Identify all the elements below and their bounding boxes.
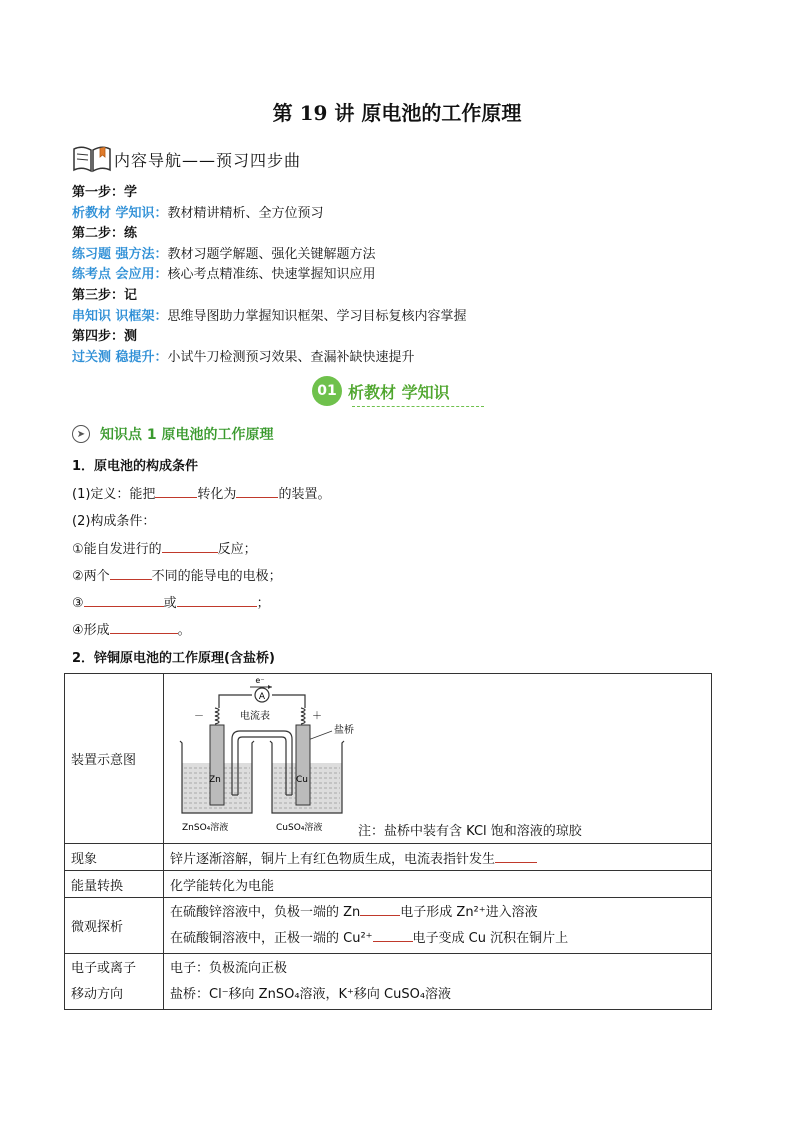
table-row [65, 954, 712, 1010]
zinc-label: Zn [209, 774, 221, 785]
wire-coil-right [301, 708, 305, 724]
content-nav-header [72, 145, 301, 173]
q1-title: 1．原电池的构成条件 [72, 459, 199, 474]
step-item [72, 265, 752, 286]
row-label: 现象 [65, 844, 164, 871]
text: ③ [72, 596, 84, 611]
text: 电子形成 Zn²⁺进入溶液 [400, 904, 538, 920]
wire-coil-left [215, 708, 219, 724]
diagram-cell [164, 674, 712, 844]
fill-blank[interactable] [360, 903, 400, 916]
arrow-circle-icon: ➤ [72, 425, 90, 443]
ammeter-text: 电流表 [240, 710, 270, 722]
step-desc: 教材习题学解题、强化关键解题方法 [167, 246, 376, 262]
step-desc: 小试牛刀检测预习效果、查漏补缺快速提升 [167, 349, 415, 365]
row-content: 化学能转化为电能 [164, 871, 712, 898]
negative-sign: － [194, 710, 204, 722]
knowledge-point-title: 知识点 1 原电池的工作原理 [100, 427, 274, 443]
table-row [65, 844, 712, 871]
nav-header-text: 内容导航——预习四步曲 [114, 150, 302, 170]
step-desc: 思维导图助力掌握知识框架、学习目标复核内容掌握 [167, 308, 467, 324]
row-label: 微观探析 [65, 898, 164, 954]
cell-table [64, 673, 712, 1010]
text: (1)定义：能把 [72, 487, 156, 502]
text: 盐桥：Cl⁻移向 ZnSO₄溶液，K⁺移向 CuSO₄溶液 [170, 986, 452, 1002]
section-number: 01 [312, 376, 342, 406]
knowledge-point-heading [72, 424, 274, 444]
page-title: 第 19 讲 原电池的工作原理 [272, 101, 522, 125]
step-tag: 析教材 学知识： [72, 205, 168, 221]
text: 电子：负极流向正极 [170, 960, 288, 976]
step-item [72, 245, 752, 266]
section-label: 析教材 学知识 [348, 382, 450, 402]
fill-blank[interactable] [84, 594, 164, 607]
copper-label: Cu [296, 774, 308, 785]
step-desc: 教材精讲精析、全方位预习 [167, 205, 324, 221]
step-heading: 第二步：练 [72, 226, 138, 242]
diagram-note: 注：盐桥中装有含 KCl 饱和溶液的琼胶 [358, 824, 582, 839]
q1-conditions: (2)构成条件： [72, 514, 156, 529]
text: 电子变成 Cu 沉积在铜片上 [412, 930, 569, 946]
fill-blank[interactable] [155, 485, 197, 498]
text: ②两个 [72, 569, 110, 584]
row-content [164, 954, 712, 1010]
section-badge [312, 376, 450, 406]
row-content [164, 898, 712, 954]
fill-blank[interactable] [162, 540, 218, 553]
table-row [65, 871, 712, 898]
step-heading: 第三步：记 [72, 287, 138, 303]
text: 电子或离子 [71, 960, 137, 976]
step-tag: 练考点 会应用： [72, 267, 168, 283]
q1-definition [72, 483, 330, 502]
condition-3 [72, 592, 270, 611]
text: ； [256, 596, 270, 611]
ammeter-label: A [258, 691, 266, 702]
fill-blank[interactable] [110, 567, 152, 580]
znso4-label: ZnSO₄溶液 [182, 822, 229, 833]
step-item [72, 307, 752, 328]
fill-blank[interactable] [177, 594, 257, 607]
condition-4 [72, 619, 191, 638]
copper-electrode [296, 725, 310, 805]
text: ④形成 [72, 623, 110, 638]
text: 或 [163, 596, 177, 611]
text: 不同的能导电的电极； [151, 569, 282, 584]
fill-blank[interactable] [495, 850, 537, 863]
text: 。 [177, 623, 191, 638]
positive-sign: ＋ [312, 710, 322, 722]
text: 在硫酸锌溶液中，负极一端的 Zn [170, 904, 361, 920]
electron-label: e⁻ [255, 675, 265, 685]
text: 在硫酸铜溶液中，正极一端的 Cu²⁺ [170, 930, 373, 946]
steps-list [72, 183, 752, 368]
zinc-electrode [210, 725, 224, 805]
text: ①能自发进行的 [72, 542, 162, 557]
fill-blank[interactable] [373, 929, 413, 942]
section-underline [352, 406, 484, 407]
step-heading: 第一步：学 [72, 185, 138, 200]
condition-2 [72, 565, 282, 584]
row-label: 装置示意图 [65, 674, 164, 844]
text: 锌片逐渐溶解，铜片上有红色物质生成，电流表指针发生 [170, 851, 496, 867]
row-label: 能量转换 [65, 871, 164, 898]
book-icon [72, 145, 112, 173]
step-item [72, 204, 752, 225]
step-desc: 核心考点精准练、快速掌握知识应用 [167, 267, 376, 283]
fill-blank[interactable] [110, 621, 178, 634]
text: 反应； [217, 542, 257, 557]
row-content [164, 844, 712, 871]
step-tag: 练习题 强方法： [72, 246, 168, 262]
step-tag: 过关测 稳提升： [72, 349, 168, 365]
text: 移动方向 [71, 986, 124, 1002]
table-row [65, 674, 712, 844]
galvanic-cell-diagram [172, 675, 462, 843]
cuso4-label: CuSO₄溶液 [276, 822, 323, 833]
condition-1 [72, 538, 257, 557]
table-row [65, 898, 712, 954]
row-label [65, 954, 164, 1010]
step-item [72, 348, 752, 369]
text: 的装置。 [278, 487, 331, 502]
step-tag: 串知识 识框架： [72, 308, 168, 324]
salt-bridge-label: 盐桥 [334, 724, 354, 736]
fill-blank[interactable] [236, 485, 278, 498]
text: 转化为 [197, 487, 237, 502]
step-heading: 第四步：测 [72, 329, 138, 345]
q2-title: 2．锌铜原电池的工作原理(含盐桥) [72, 651, 275, 666]
